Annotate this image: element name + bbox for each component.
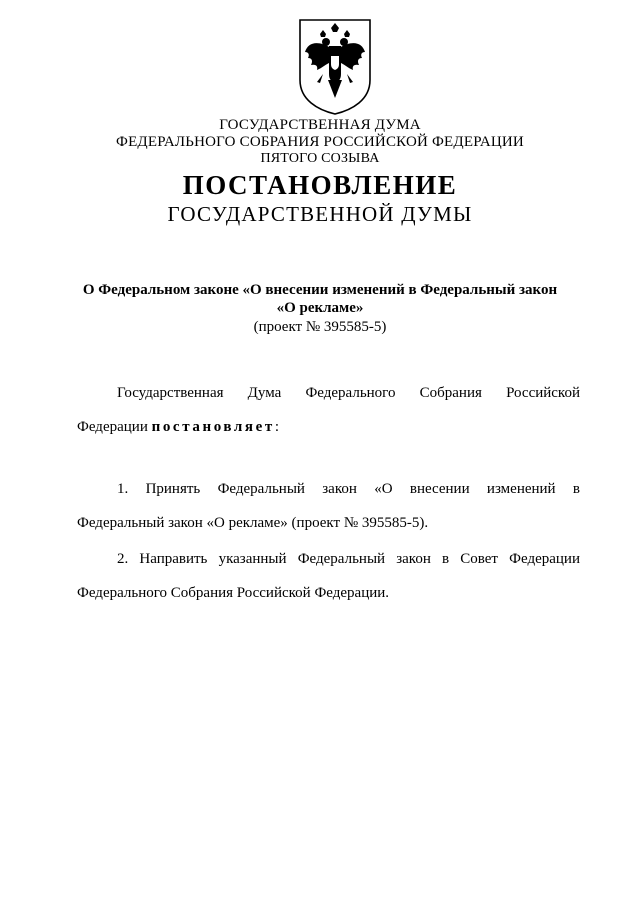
bill-number: (проект № 395585-5) — [253, 319, 387, 335]
document-type-subtitle: ГОСУДАРСТВЕННОЙ ДУМЫ — [167, 202, 473, 226]
double-headed-eagle-emblem-icon — [298, 18, 372, 116]
document-type: ПОСТАНОВЛЕНИЕ — [182, 170, 458, 200]
item1-line2: Федеральный закон «О рекламе» (проект № 395585-5). — [77, 515, 429, 531]
resolves-word: постановляет — [151, 419, 275, 435]
item2-line2: Федерального Собрания Российской Федерации. — [77, 585, 390, 601]
subject-line1: О Федеральном законе «О внесении изменений в Федеральный закон — [82, 282, 558, 298]
org-name-line1: ГОСУДАРСТВЕННАЯ ДУМА — [219, 117, 421, 133]
org-name-line2: ФЕДЕРАЛЬНОГО СОБРАНИЯ РОССИЙСКОЙ ФЕДЕРАЦИИ — [116, 134, 524, 150]
intro-suffix: : — [274, 419, 280, 435]
item2-line1: 2. Направить указанный Федеральный закон в Совет Федерации — [117, 551, 580, 567]
item1-line1: 1. Принять Федеральный закон «О внесении изменений в — [117, 481, 580, 497]
intro-line2 — [77, 420, 279, 435]
intro-prefix: Федерации — [77, 419, 152, 435]
subject-line2: «О рекламе» — [276, 300, 364, 316]
intro-line1: Государственная Дума Федерального Собрания Российской — [117, 385, 580, 401]
convocation: ПЯТОГО СОЗЫВА — [260, 151, 380, 166]
